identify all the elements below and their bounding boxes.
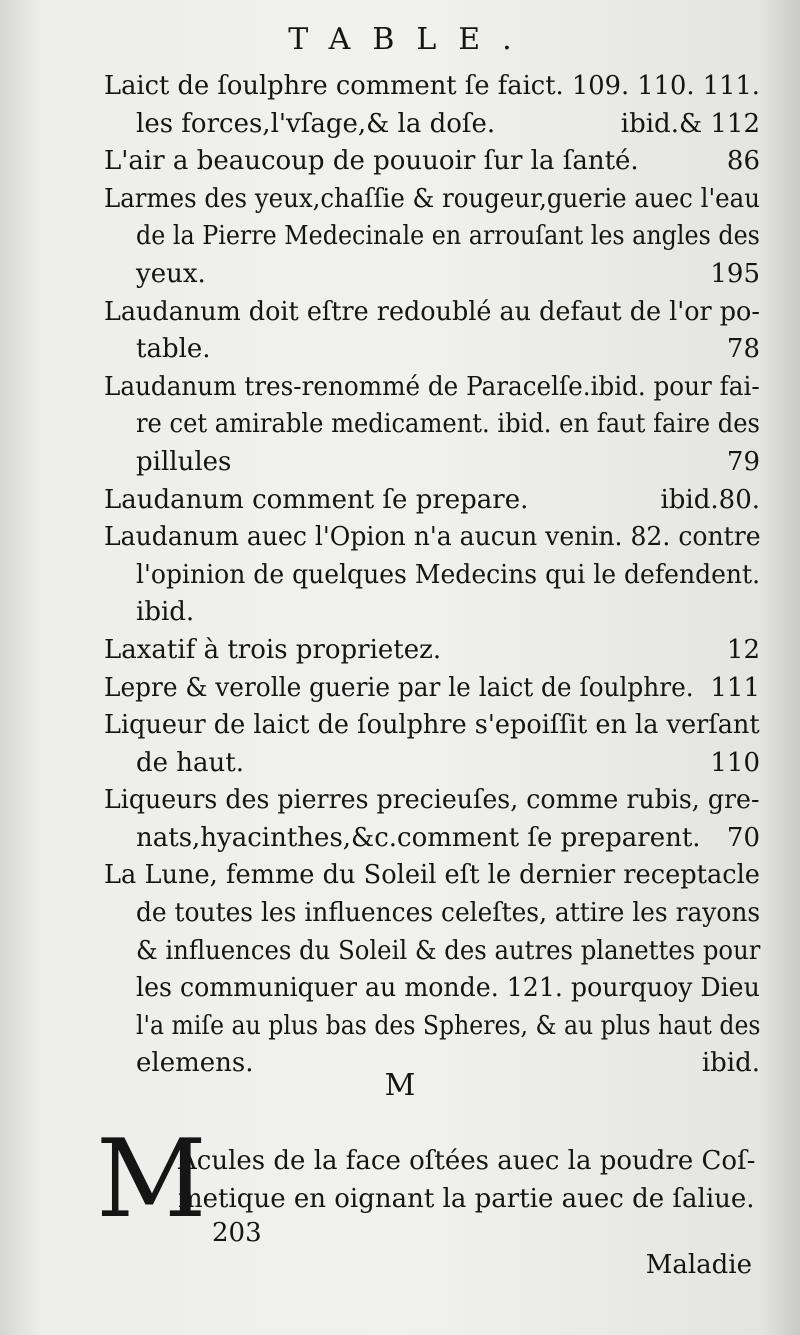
entry-text: La Lune, femme du Soleil eſt le dernier receptacle bbox=[104, 860, 760, 891]
entry-text: Larmes des yeux,chaſſie & rougeur,guerie auec l'eau bbox=[104, 183, 760, 214]
entry-text: Laxatif à trois proprietez. bbox=[104, 634, 442, 665]
entry-page-ref: ibid.& 112 bbox=[620, 108, 760, 139]
index-entry-line bbox=[104, 707, 760, 745]
index-entry-line bbox=[104, 331, 760, 369]
index-entry-line bbox=[104, 1008, 760, 1046]
entry-text: & influences du Soleil & des autres planettes pour bbox=[136, 935, 761, 966]
entry-page-ref: ibid.80. bbox=[660, 484, 760, 515]
index-entry-line bbox=[104, 519, 760, 557]
entry-text: ibid. bbox=[136, 597, 195, 628]
entry-text: re cet amirable medicament. ibid. en faut faire des bbox=[136, 409, 760, 440]
entry-page-ref: 78 bbox=[726, 334, 760, 365]
index-entry-line bbox=[104, 557, 760, 595]
index-entry-line bbox=[104, 444, 760, 482]
index-entry-line bbox=[104, 933, 760, 971]
entry-text: pillules bbox=[136, 446, 232, 477]
entry-page-ref: 12 bbox=[726, 634, 760, 665]
m-entry bbox=[178, 1142, 762, 1218]
section-letter: M bbox=[384, 1068, 416, 1103]
page-number: 203 bbox=[212, 1218, 262, 1248]
index-entry-line bbox=[104, 106, 760, 144]
entry-page-ref: ibid. bbox=[701, 1048, 760, 1079]
entry-page-ref: 79 bbox=[726, 446, 760, 477]
entry-text: yeux. bbox=[136, 258, 206, 289]
index-entry-line bbox=[104, 745, 760, 783]
m-entry-line-2: metique en oignant la partie auec de ſaliue. bbox=[178, 1184, 755, 1214]
entry-text: Laict de ſoulphre comment ſe faict. 109. 110. 111. bbox=[104, 71, 760, 101]
page-header: TABLE. bbox=[288, 22, 534, 57]
index-entry-line bbox=[104, 594, 760, 632]
drop-cap: M bbox=[96, 1117, 207, 1242]
entry-text: Laudanum tres-renommé de Paracelſe.ibid. pour fai- bbox=[104, 371, 760, 402]
entry-text: nats,hyacinthes,&c.comment ſe preparent. bbox=[136, 822, 701, 853]
entry-text: L'air a beaucoup de pouuoir ſur la ſanté. bbox=[104, 146, 639, 177]
entry-page-ref: 195 bbox=[710, 258, 760, 289]
entry-text: de la Pierre Medecinale en arrouſant les angles des bbox=[136, 221, 760, 252]
index-entry-line bbox=[104, 895, 760, 933]
entry-text: Liqueur de laict de ſoulphre s'epoiſſit en la verſant bbox=[104, 710, 760, 741]
index-entry-line bbox=[104, 782, 760, 820]
entry-text: l'opinion de quelques Medecins qui le defendent. bbox=[136, 559, 761, 590]
index-entry-line bbox=[104, 294, 760, 332]
entry-page-ref: 70 bbox=[726, 822, 760, 853]
entry-text: l'a miſe au plus bas des Spheres, & au plus haut des bbox=[136, 1010, 761, 1041]
index-entry-line bbox=[104, 369, 760, 407]
index-entry-line bbox=[104, 970, 760, 1008]
m-entry-line-1: Acules de la face oſtées auec la poudre Coſ- bbox=[178, 1146, 756, 1176]
entry-page-ref: 110 bbox=[710, 747, 760, 778]
entry-page-ref: 111 bbox=[710, 672, 760, 703]
index-entry-line bbox=[104, 482, 760, 520]
entry-text: de toutes les influences celeſtes, attire les rayons bbox=[136, 898, 761, 929]
entry-text: Lepre & verolle guerie par le laict de ſoulphre. bbox=[104, 672, 694, 703]
index-entry-line bbox=[104, 143, 760, 181]
entry-text: table. bbox=[136, 334, 211, 365]
entry-text: Laudanum auec l'Opion n'a aucun venin. 82. contre bbox=[104, 522, 761, 553]
index-entries bbox=[104, 68, 760, 1083]
entry-text: les communiquer au monde. 121. pourquoy Dieu bbox=[136, 973, 760, 1004]
entry-text: de haut. bbox=[136, 747, 244, 778]
index-entry-line bbox=[104, 632, 760, 670]
entry-text: Liqueurs des pierres precieuſes, comme rubis, gre- bbox=[104, 785, 760, 816]
entry-text: les forces,l'vſage,& la doſe. bbox=[136, 108, 496, 139]
catchword: Maladie bbox=[645, 1250, 752, 1280]
index-entry-line bbox=[104, 820, 760, 858]
entry-text: elemens. bbox=[136, 1048, 254, 1079]
index-entry-line bbox=[104, 218, 760, 256]
index-entry-line bbox=[104, 406, 760, 444]
index-entry-line bbox=[104, 857, 760, 895]
entry-page-ref: 86 bbox=[726, 146, 760, 177]
index-entry-line bbox=[104, 68, 760, 106]
index-entry-line bbox=[104, 181, 760, 219]
entry-text: Laudanum comment ſe prepare. bbox=[104, 484, 529, 515]
entry-text: Laudanum doit eſtre redoublé au defaut de l'or po- bbox=[104, 296, 760, 327]
index-entry-line bbox=[104, 670, 760, 708]
index-entry-line bbox=[104, 256, 760, 294]
